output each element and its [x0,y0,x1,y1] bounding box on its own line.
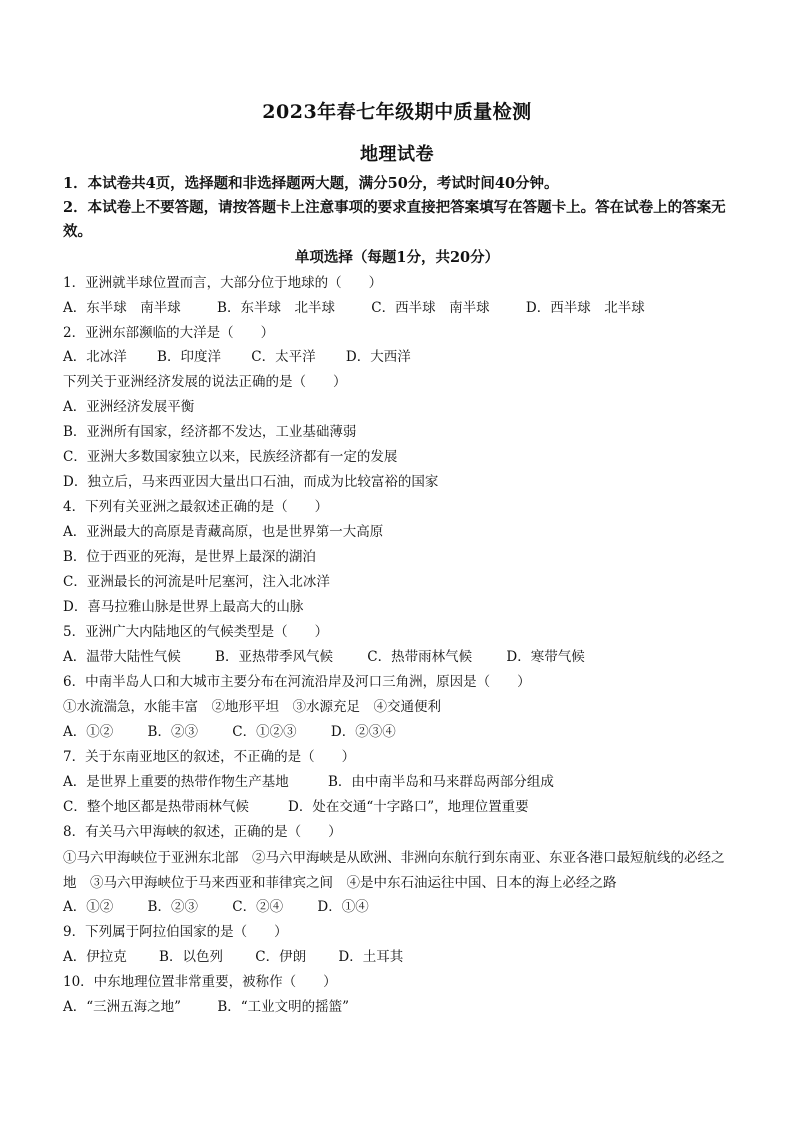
option: C．太平洋 [251,349,316,365]
option: D．①④ [317,899,369,915]
option: C．西半球 南半球 [371,300,490,316]
option: A．伊拉克 [63,949,127,965]
option: C．热带雨林气候 [367,649,473,665]
question-8-stem: 8．有关马六甲海峡的叙述，正确的是（ ） [63,824,342,840]
question-1-stem: 1．亚洲就半球位置而言，大部分位于地球的（ ） [63,275,383,291]
question-9-options [63,946,733,968]
question-8-statements: ①马六甲海峡位于亚洲东北部 ②马六甲海峡是从欧洲、非洲向东航行到东南亚、东亚各港口最短航线的必经之地 ③马六甲海峡位于马来西亚和菲律宾之间 ④是中东石油运往中国、日本的海上必经之路 [63,850,725,891]
question-4-option-d: D．喜马拉雅山脉是世界上最高大的山脉 [63,599,304,615]
question-8-options [63,896,733,918]
question-6-stem: 6．中南半岛人口和大城市主要分布在河流沿岸及河口三角洲，原因是（ ） [63,674,531,690]
question-4-option-b: B．位于西亚的死海，是世界上最深的湖泊 [63,549,316,565]
option: B．②③ [147,724,198,740]
option: C．整个地区都是热带雨林气候 [63,799,249,815]
option: C．伊朗 [255,949,307,965]
question-4-option-c: C．亚洲最长的河流是叶尼塞河，注入北冰洋 [63,574,330,590]
question-10-options [63,996,733,1018]
instruction-1: 1．本试卷共4页，选择题和非选择题两大题，满分50分，考试时间40分钟。 [63,175,559,192]
question-9-stem: 9．下列属于阿拉伯国家的是（ ） [63,924,288,940]
question-2-stem: 2．亚洲东部濒临的大洋是（ ） [63,325,275,341]
question-1-options [63,297,733,319]
question-6-options [63,721,733,743]
exam-subject: 地理试卷 [360,144,434,165]
question-3-option-c: C．亚洲大多数国家独立以来，民族经济都有一定的发展 [63,449,398,465]
option: A．①② [63,899,114,915]
option: A．“三洲五海之地” [63,999,182,1015]
question-3-option-b: B．亚洲所有国家，经济都不发达，工业基础薄弱 [63,424,357,440]
instruction-2: 2．本试卷上不要答题，请按答题卡上注意事项的要求直接把答案填写在答题卡上。答在试卷上的答案无效。 [63,199,726,240]
section-heading: 单项选择（每题1分，共20分） [294,249,500,266]
question-3-stem: 下列关于亚洲经济发展的说法正确的是（ ） [63,374,347,390]
question-7-options-row2 [63,796,733,818]
question-6-statements: ①水流湍急，水能丰富 ②地形平坦 ③水源充足 ④交通便利 [63,699,441,715]
question-10-stem: 10．中东地理位置非常重要，被称作（ ） [63,974,337,990]
question-7-options-row1 [63,771,733,793]
option: C．①②③ [232,724,297,740]
option: A．①② [63,724,114,740]
option: A．是世界上重要的热带作物生产基地 [63,774,289,790]
option: D．②③④ [330,724,396,740]
question-3-option-d: D．独立后，马来西亚因大量出口石油，而成为比较富裕的国家 [63,474,439,490]
question-4-stem: 4．下列有关亚洲之最叙述正确的是（ ） [63,499,329,515]
option: B．由中南半岛和马来群岛两部分组成 [328,774,554,790]
question-5-options [63,646,733,668]
question-5-stem: 5．亚洲广大内陆地区的气候类型是（ ） [63,624,329,640]
option: B．②③ [147,899,198,915]
option: C．②④ [232,899,284,915]
option: D．寒带气候 [506,649,585,665]
option: D．处在交通“十字路口”，地理位置重要 [288,799,529,815]
option: B．东半球 北半球 [217,300,335,316]
option: B．“工业文明的摇篮” [217,999,350,1015]
option: D．大西洋 [345,349,411,365]
question-3-option-a: A．亚洲经济发展平衡 [63,399,195,415]
option: A．北冰洋 [63,349,127,365]
question-7-stem: 7．关于东南亚地区的叙述，不正确的是（ ） [63,749,356,765]
option: B．印度洋 [157,349,221,365]
option: B．亚热带季风气候 [215,649,333,665]
option: D．西半球 北半球 [525,300,645,316]
question-4-option-a: A．亚洲最大的高原是青藏高原，也是世界第一大高原 [63,524,384,540]
option: D．土耳其 [338,949,404,965]
option: A．温带大陆性气候 [63,649,181,665]
option: A．东半球 南半球 [63,300,181,316]
exam-title: 2023年春七年级期中质量检测 [262,101,532,123]
option: B．以色列 [159,949,223,965]
question-2-options [63,346,733,368]
